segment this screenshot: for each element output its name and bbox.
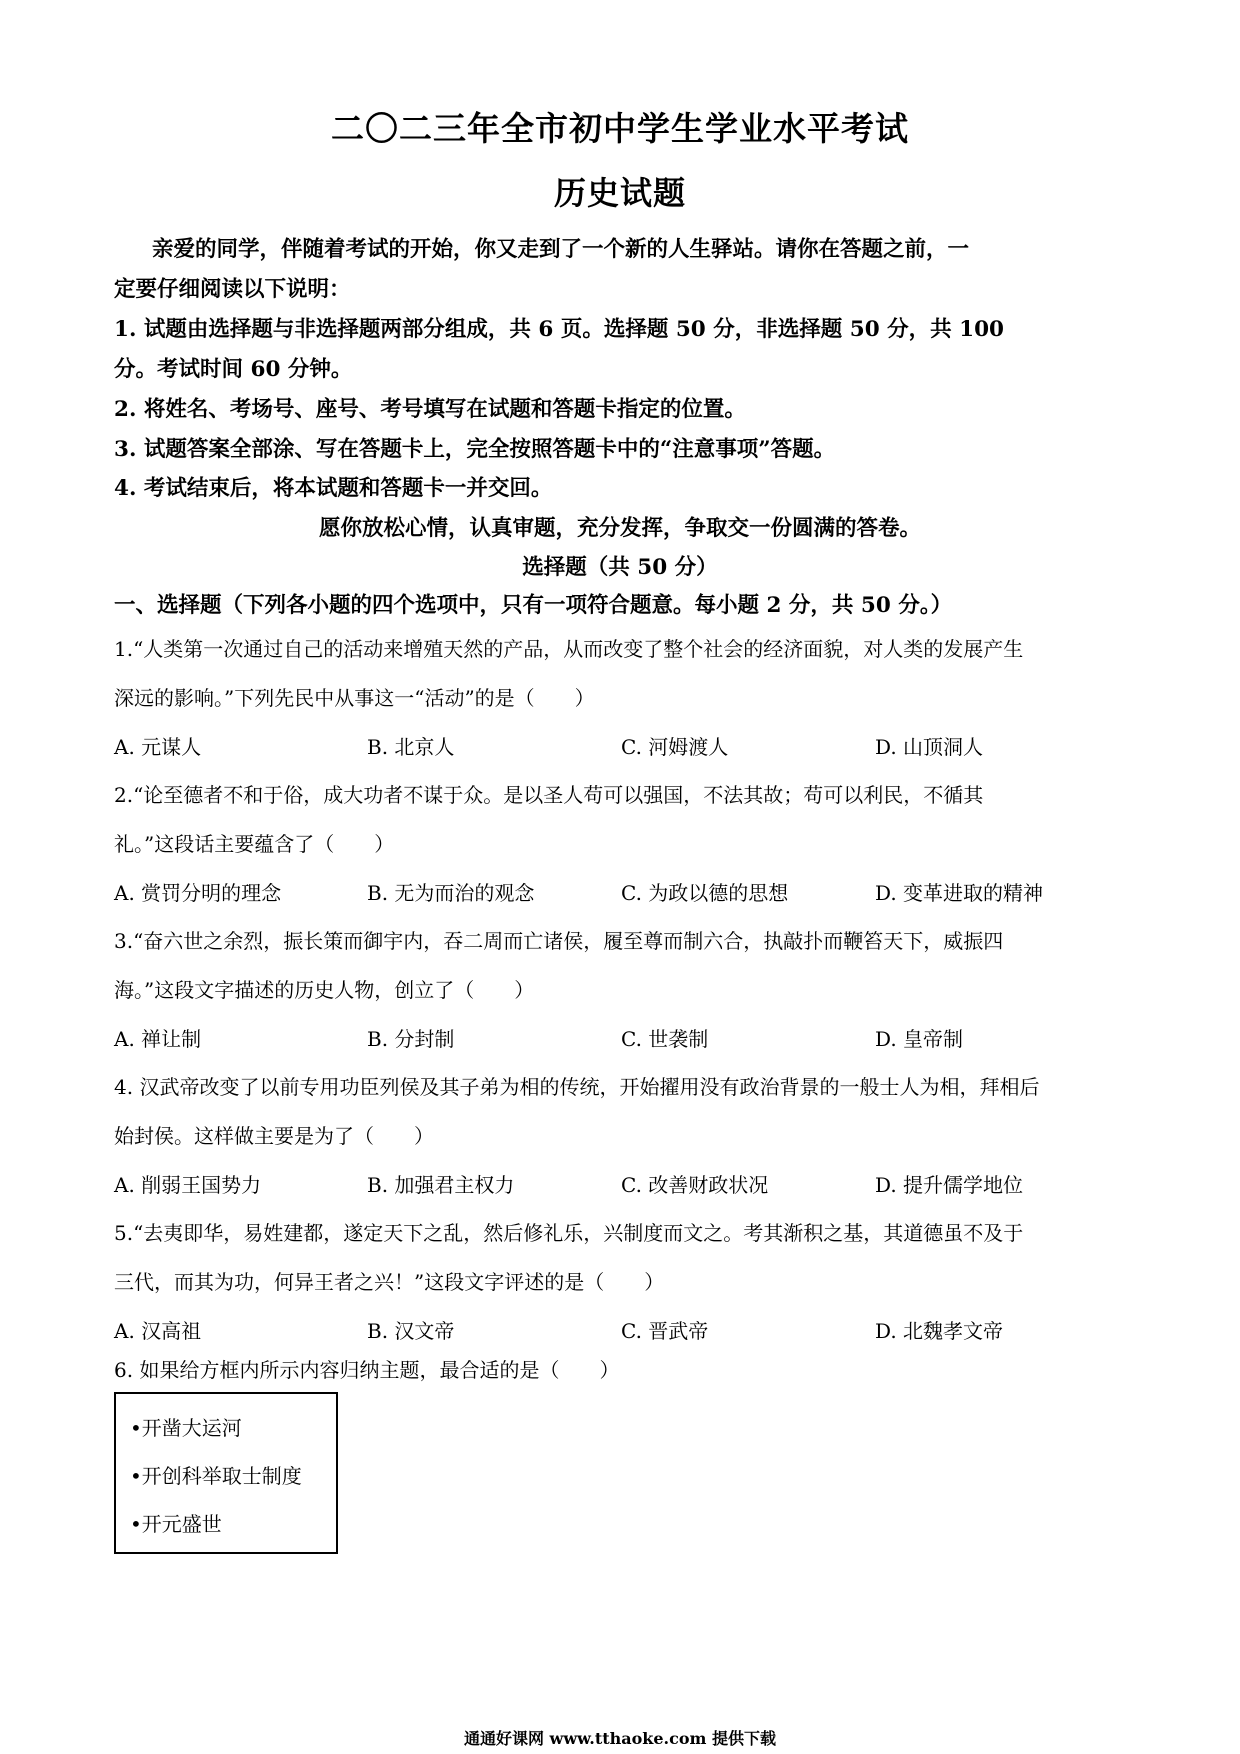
question-1-stem-line1: 1.“人类第一次通过自己的活动来增殖天然的产品，从而改变了整个社会的经济面貌，对人类的发展产生 xyxy=(114,637,1024,661)
question-2-option-d: D. 变革进取的精神 xyxy=(875,881,1044,905)
box-item-2: •开创科举取士制度 xyxy=(130,1464,302,1488)
page-footer: 通通好课网 www.tthaoke.com 提供下载 xyxy=(463,1729,777,1748)
question-1-option-a: A. 元谋人 xyxy=(114,735,202,759)
instruction-item-2: 2. 将姓名、考场号、座号、考号填写在试题和答题卡指定的位置。 xyxy=(114,397,746,422)
question-2-option-c: C. 为政以德的思想 xyxy=(621,881,789,905)
question-3-option-b: B. 分封制 xyxy=(367,1027,455,1051)
instruction-item-4: 4. 考试结束后，将本试题和答题卡一并交回。 xyxy=(114,476,553,501)
section-heading: 选择题（共 50 分） xyxy=(522,555,718,580)
instruction-item-3: 3. 试题答案全部涂、写在答题卡上，完全按照答题卡中的“注意事项”答题。 xyxy=(114,437,836,462)
question-3-option-a: A. 禅让制 xyxy=(114,1027,202,1051)
question-4-option-b: B. 加强君主权力 xyxy=(367,1173,515,1197)
part-title: 一、选择题（下列各小题的四个选项中，只有一项符合题意。每小题 2 分，共 50 分。） xyxy=(114,593,953,618)
question-1-option-c: C. 河姆渡人 xyxy=(621,735,729,759)
question-4-option-d: D. 提升儒学地位 xyxy=(875,1173,1024,1197)
box-item-1: •开凿大运河 xyxy=(130,1416,242,1440)
question-6-content-box xyxy=(114,1392,338,1554)
question-5-stem-line2: 三代，而其为功，何异王者之兴！”这段文字评述的是（ ） xyxy=(114,1270,665,1294)
wish-line: 愿你放松心情，认真审题，充分发挥，争取交一份圆满的答卷。 xyxy=(318,516,921,541)
question-1-stem-line2: 深远的影响。”下列先民中从事这一“活动”的是（ ） xyxy=(114,686,595,710)
question-5-option-d: D. 北魏孝文帝 xyxy=(875,1319,1004,1343)
question-4-stem-line2: 始封侯。这样做主要是为了（ ） xyxy=(114,1124,434,1148)
exam-title: 二〇二三年全市初中学生学业水平考试 xyxy=(331,109,909,148)
question-3-option-d: D. 皇帝制 xyxy=(875,1027,964,1051)
question-4-option-c: C. 改善财政状况 xyxy=(621,1173,769,1197)
question-3-stem-line2: 海。”这段文字描述的历史人物，创立了（ ） xyxy=(114,978,535,1002)
box-item-3: •开元盛世 xyxy=(130,1512,222,1536)
question-2-stem-line2: 礼。”这段话主要蕴含了（ ） xyxy=(114,832,395,856)
question-3-option-c: C. 世袭制 xyxy=(621,1027,709,1051)
instructions-intro-line2: 定要仔细阅读以下说明： xyxy=(114,277,351,302)
instruction-item-1-line2: 分。考试时间 60 分钟。 xyxy=(114,357,353,382)
question-4-stem-line1: 4. 汉武帝改变了以前专用功臣列侯及其子弟为相的传统，开始擢用没有政治背景的一般士人为相，拜相后 xyxy=(114,1075,1040,1099)
question-5-stem-line1: 5.“去夷即华，易姓建都，遂定天下之乱，然后修礼乐，兴制度而文之。考其渐积之基，其道德虽不及于 xyxy=(114,1221,1024,1245)
question-6-stem: 6. 如果给方框内所示内容归纳主题，最合适的是（ ） xyxy=(114,1358,620,1382)
question-3-stem-line1: 3.“奋六世之余烈，振长策而御宇内，吞二周而亡诸侯，履至尊而制六合，执敲扑而鞭笞天下，威振四 xyxy=(114,929,1004,953)
instruction-item-1-line1: 1. 试题由选择题与非选择题两部分组成，共 6 页。选择题 50 分，非选择题 50 分，共 100 xyxy=(114,317,1005,342)
question-2-option-b: B. 无为而治的观念 xyxy=(367,881,535,905)
question-1-option-b: B. 北京人 xyxy=(367,735,455,759)
question-2-option-a: A. 赏罚分明的理念 xyxy=(114,881,282,905)
exam-subject-title: 历史试题 xyxy=(553,174,686,212)
question-1-option-d: D. 山顶洞人 xyxy=(875,735,984,759)
question-4-option-a: A. 削弱王国势力 xyxy=(114,1173,262,1197)
question-5-option-b: B. 汉文帝 xyxy=(367,1319,455,1343)
instructions-intro-line1: 亲爱的同学，伴随着考试的开始，你又走到了一个新的人生驿站。请你在答题之前，一 xyxy=(152,237,970,262)
question-2-stem-line1: 2.“论至德者不和于俗，成大功者不谋于众。是以圣人苟可以强国，不法其故；苟可以利民，不循其 xyxy=(114,783,984,807)
question-5-option-c: C. 晋武帝 xyxy=(621,1319,709,1343)
question-5-option-a: A. 汉高祖 xyxy=(114,1319,202,1343)
